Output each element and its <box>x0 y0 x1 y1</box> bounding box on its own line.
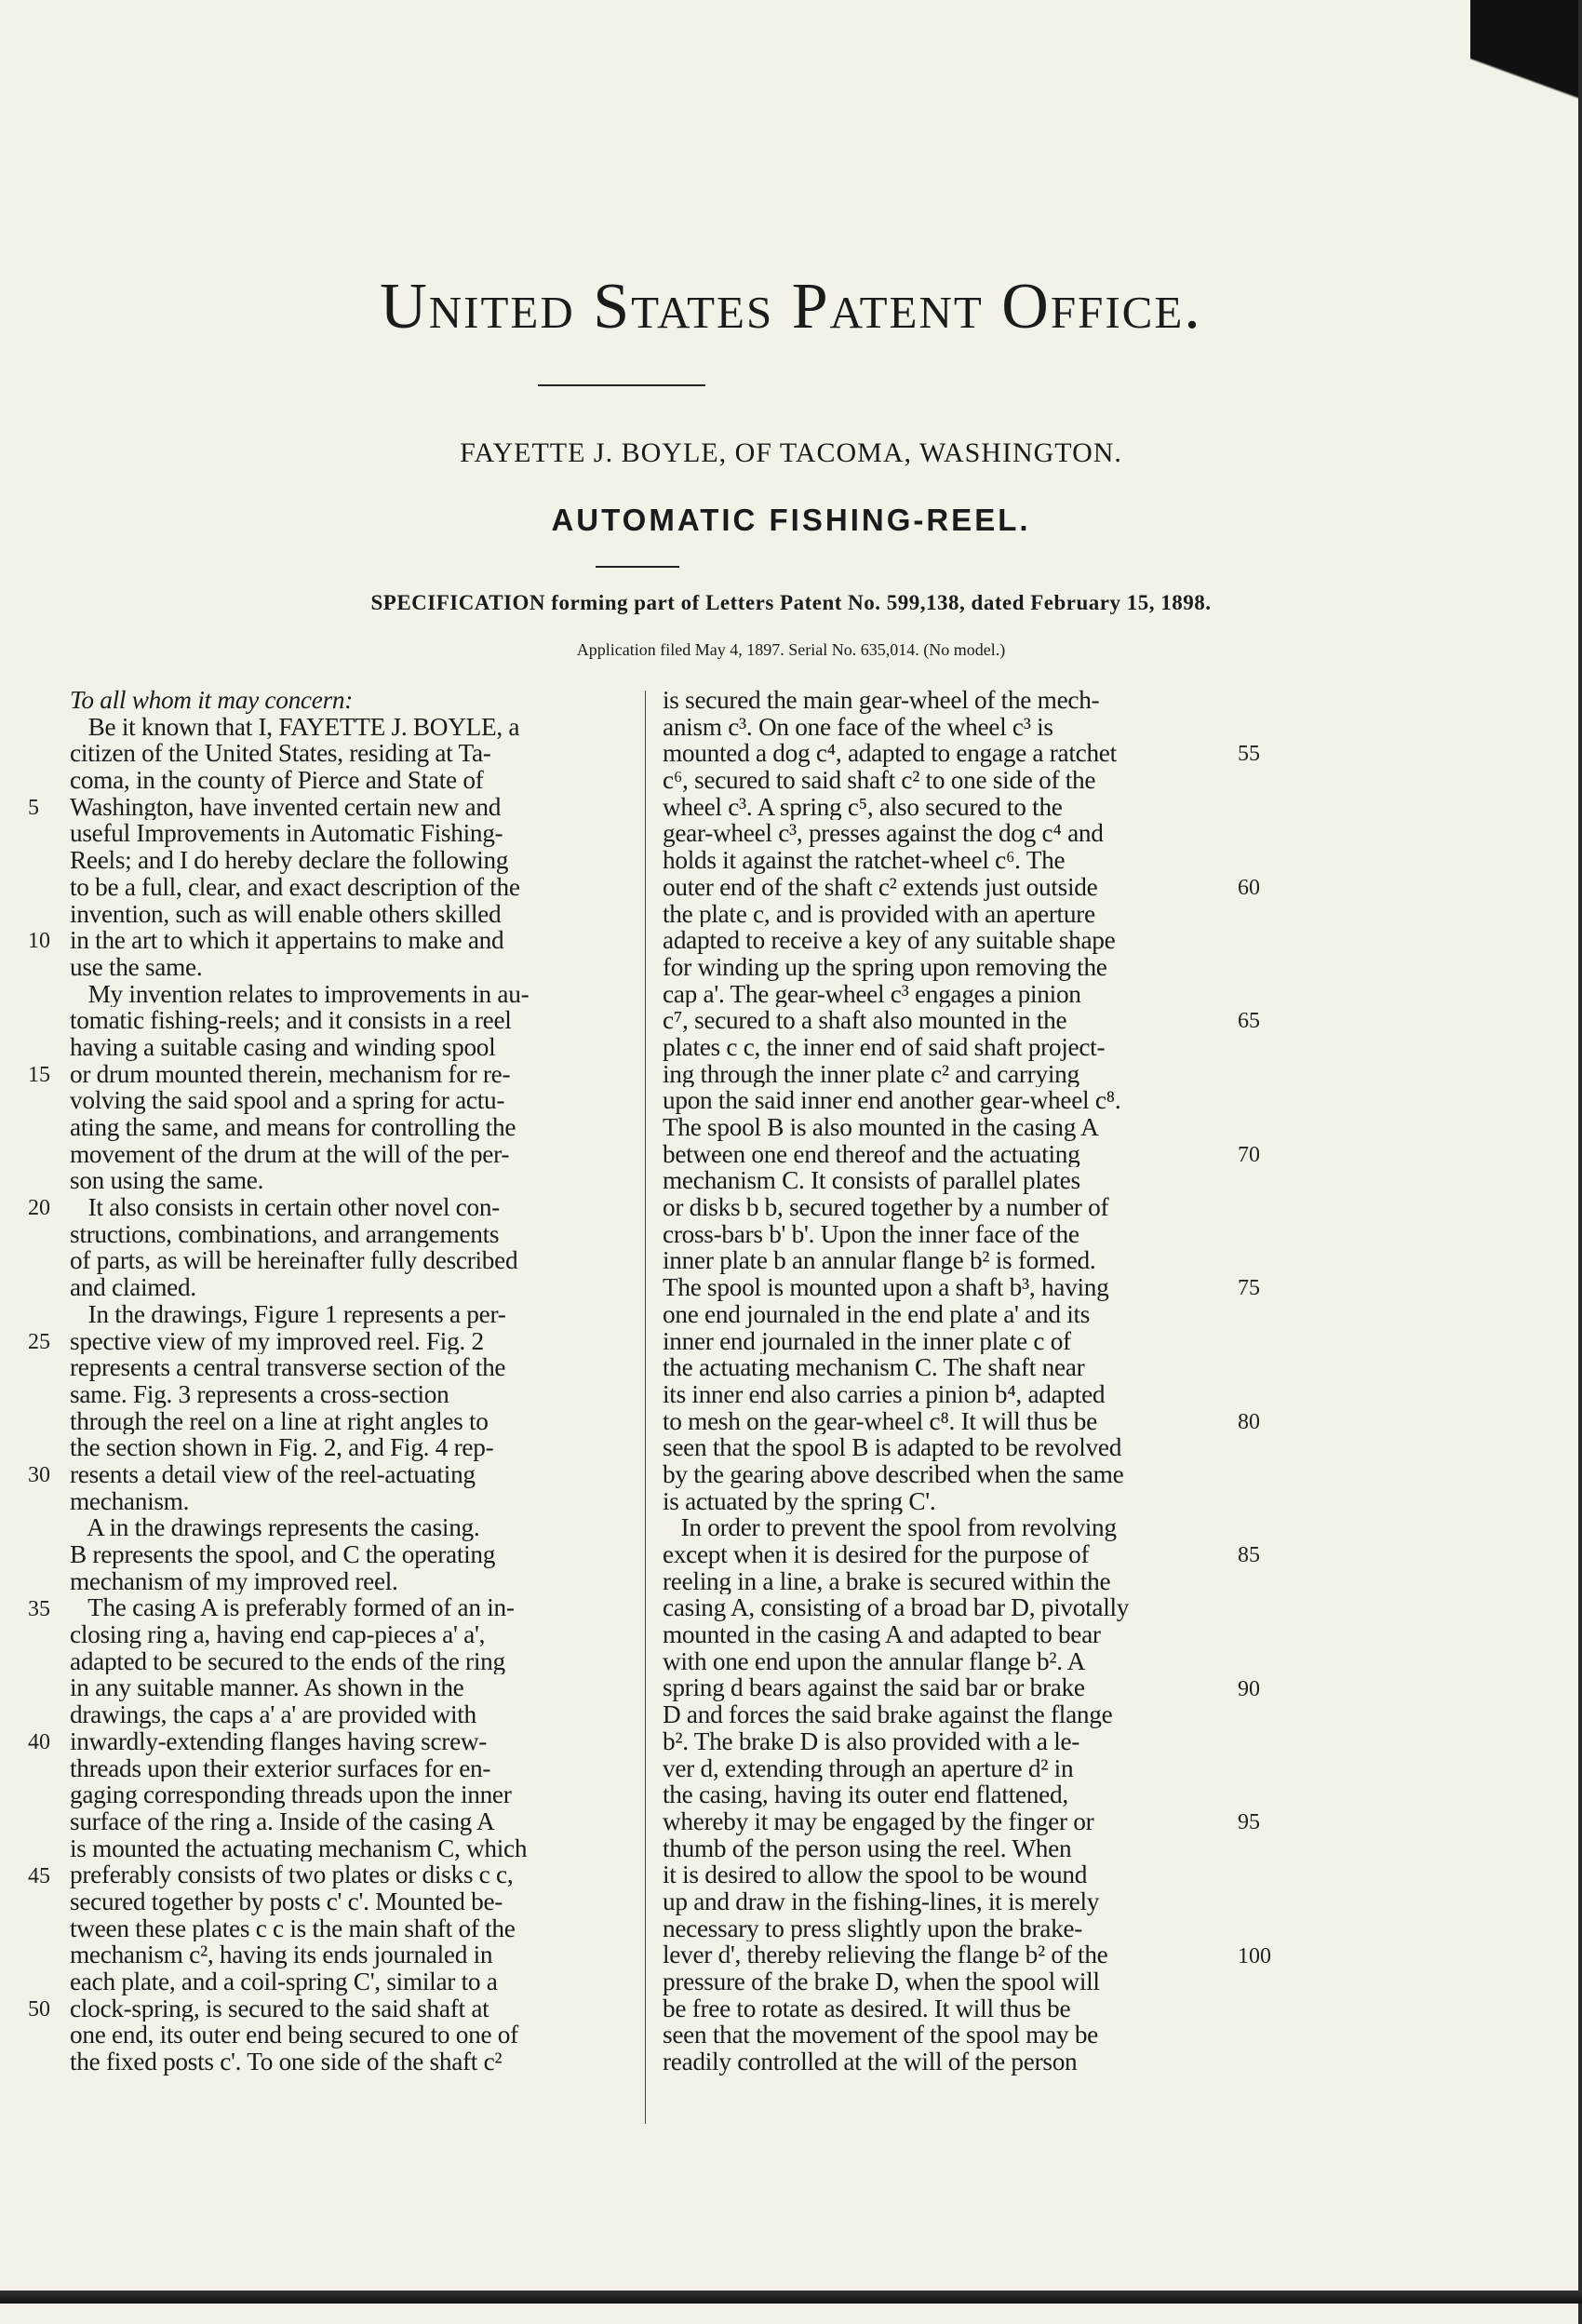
text-line: invention, such as will enable others skilled <box>70 900 502 928</box>
line-number: 100 <box>1238 1943 1271 1968</box>
text-line: plates c c, the inner end of said shaft project- <box>663 1033 1106 1061</box>
text-line: Reels; and I do hereby declare the following <box>70 847 509 874</box>
specification-line: SPECIFICATION forming part of Letters Patent No. 599,138, dated February 15, 1898. <box>370 591 1212 614</box>
text-line: in the art to which it appertains to make and <box>70 927 504 954</box>
text-line: structions, combinations, and arrangements <box>70 1220 500 1248</box>
text-line: for winding up the spring upon removing the <box>663 953 1107 981</box>
line-number: 35 <box>28 1596 50 1621</box>
text-line: the plate c, and is provided with an aperture <box>663 900 1095 928</box>
line-number: 15 <box>28 1062 50 1087</box>
text-line: c⁷, secured to a shaft also mounted in the <box>663 1007 1067 1034</box>
scan-bottom-edge <box>0 2290 1582 2304</box>
text-line: threads upon their exterior surfaces for en- <box>70 1754 491 1782</box>
inventor-line: FAYETTE J. BOYLE, OF TACOMA, WASHINGTON. <box>460 437 1122 468</box>
text-line: of parts, as will be hereinafter fully described <box>70 1247 518 1275</box>
office-heading: United States Patent Office. <box>380 271 1202 343</box>
text-line: thumb of the person using the reel. When <box>663 1834 1072 1862</box>
text-line: holds it against the ratchet-wheel c⁶. The <box>663 847 1066 874</box>
text-line: in any suitable manner. As shown in the <box>70 1674 464 1702</box>
line-number: 60 <box>1238 875 1260 900</box>
text-line: reeling in a line, a brake is secured within the <box>663 1567 1111 1595</box>
line-number: 10 <box>28 929 50 954</box>
text-line: useful Improvements in Automatic Fishing- <box>70 820 503 848</box>
rule-under-title <box>596 566 679 568</box>
right-text-column <box>663 687 1240 2075</box>
text-line: is mounted the actuating mechanism C, which <box>70 1834 528 1862</box>
text-line: In the drawings, Figure 1 represents a per- <box>70 1300 506 1328</box>
text-line: resents a detail view of the reel-actuating <box>70 1460 476 1488</box>
text-line: by the gearing above described when the same <box>663 1460 1124 1488</box>
text-line: spective view of my improved reel. Fig. 2 <box>70 1327 484 1355</box>
text-line: gaging corresponding threads upon the inner <box>70 1781 512 1808</box>
text-line: cross-bars b' b'. Upon the inner face of the <box>663 1220 1079 1248</box>
line-number: 80 <box>1238 1409 1260 1434</box>
text-line: wheel c³. A spring c⁵, also secured to the <box>663 793 1063 821</box>
text-line: adapted to be secured to the ends of the ring <box>70 1647 505 1675</box>
line-number: 75 <box>1238 1276 1260 1301</box>
rule-under-office <box>538 384 705 386</box>
text-line: between one end thereof and the actuating <box>663 1140 1080 1168</box>
text-line: gear-wheel c³, presses against the dog c⁴ and <box>663 820 1104 848</box>
line-number: 95 <box>1238 1810 1260 1835</box>
text-line: citizen of the United States, residing at Ta- <box>70 740 491 768</box>
text-line: The spool is mounted upon a shaft b³, having <box>663 1274 1109 1301</box>
text-line: Be it known that I, FAYETTE J. BOYLE, a <box>70 713 520 741</box>
text-line: inner end journaled in the inner plate c of <box>663 1327 1071 1355</box>
text-line: A in the drawings represents the casing. <box>70 1514 480 1541</box>
text-line: ing through the inner plate c² and carrying <box>663 1060 1079 1088</box>
text-line: the fixed posts c'. To one side of the shaft c² <box>70 2049 503 2075</box>
text-line: represents a central transverse section of the <box>70 1354 506 1381</box>
text-line: except when it is desired for the purpose of <box>663 1541 1090 1568</box>
line-number: 5 <box>28 795 39 820</box>
text-line: ating the same, and means for controlling the <box>70 1114 516 1141</box>
text-line: each plate, and a coil-spring C', similar to a <box>70 1968 498 1995</box>
text-line: adapted to receive a key of any suitable shape <box>663 927 1116 954</box>
text-line: it is desired to allow the spool to be wound <box>663 1861 1088 1888</box>
text-line: The spool B is also mounted in the casing A <box>663 1114 1099 1141</box>
text-line: surface of the ring a. Inside of the casing A <box>70 1807 495 1835</box>
text-line: or drum mounted therein, mechanism for re- <box>70 1060 511 1088</box>
text-line: In order to prevent the spool from revolving <box>663 1514 1117 1541</box>
line-number: 40 <box>28 1730 50 1755</box>
text-line: movement of the drum at the will of the per- <box>70 1140 510 1168</box>
text-line: pressure of the brake D, when the spool will <box>663 1968 1100 1995</box>
text-line: upon the said inner end another gear-wheel c⁸. <box>663 1087 1121 1114</box>
text-line: use the same. <box>70 953 203 981</box>
text-line: outer end of the shaft c² extends just outside <box>663 873 1098 901</box>
line-number: 55 <box>1238 742 1260 767</box>
text-line: My invention relates to improvements in au- <box>70 980 530 1008</box>
text-line: Washington, have invented certain new and <box>70 793 502 821</box>
left-text-column <box>70 687 647 2075</box>
text-line: and claimed. <box>70 1274 196 1301</box>
text-line: b². The brake D is also provided with a le- <box>663 1727 1080 1755</box>
text-line: clock-spring, is secured to the said shaft at <box>70 1995 489 2022</box>
text-line: It also consists in certain other novel con- <box>70 1194 500 1221</box>
text-line: tween these plates c c is the main shaft of the <box>70 1914 516 1942</box>
text-line: to be a full, clear, and exact description of the <box>70 873 520 901</box>
text-line: mechanism. <box>70 1487 190 1515</box>
text-line: mounted a dog c⁴, adapted to engage a ratchet <box>663 740 1117 768</box>
text-line: one end journaled in the end plate a' and its <box>663 1300 1091 1328</box>
text-line: mechanism C. It consists of parallel plates <box>663 1167 1080 1195</box>
text-line: B represents the spool, and C the operating <box>70 1541 496 1568</box>
text-line: same. Fig. 3 represents a cross-section <box>70 1380 449 1408</box>
text-line: D and forces the said brake against the flange <box>663 1701 1113 1728</box>
text-line: drawings, the caps a' a' are provided with <box>70 1701 476 1728</box>
line-number: 45 <box>28 1863 50 1888</box>
line-number: 50 <box>28 1997 50 2022</box>
text-line: seen that the movement of the spool may be <box>663 2022 1099 2049</box>
text-line: closing ring a, having end cap-pieces a' a', <box>70 1621 486 1648</box>
application-line: Application filed May 4, 1897. Serial No. 635,014. (No model.) <box>576 640 1006 659</box>
text-line: the casing, having its outer end flattened, <box>663 1781 1068 1808</box>
text-line: readily controlled at the will of the person <box>663 2049 1078 2075</box>
text-line: volving the said spool and a spring for actu- <box>70 1087 505 1114</box>
text-line: mechanism c², having its ends journaled in <box>70 1941 493 1968</box>
text-line: lever d', thereby relieving the flange b² of the <box>663 1941 1108 1968</box>
text-line: mechanism of my improved reel. <box>70 1567 398 1595</box>
text-line: having a suitable casing and winding spool <box>70 1033 496 1061</box>
text-line: is actuated by the spring C'. <box>663 1487 936 1515</box>
text-line: the section shown in Fig. 2, and Fig. 4 rep- <box>70 1434 494 1461</box>
text-line: seen that the spool B is adapted to be revolved <box>663 1434 1122 1461</box>
scan-corner-shadow <box>1470 0 1582 205</box>
text-line: casing A, consisting of a broad bar D, pivotally <box>663 1594 1130 1622</box>
text-line: To all whom it may concern: <box>70 687 354 714</box>
text-line: c⁶, secured to said shaft c² to one side of the <box>663 767 1096 794</box>
column-divider <box>645 691 646 2124</box>
text-line: secured together by posts c' c'. Mounted be- <box>70 1887 503 1915</box>
text-line: be free to rotate as desired. It will thus be <box>663 1995 1071 2022</box>
text-line: through the reel on a line at right angles to <box>70 1407 489 1435</box>
text-line: mounted in the casing A and adapted to bear <box>663 1621 1101 1648</box>
line-number: 70 <box>1238 1142 1260 1167</box>
text-line: son using the same. <box>70 1167 264 1195</box>
text-line: anism c³. On one face of the wheel c³ is <box>663 713 1053 741</box>
text-line: necessary to press slightly upon the brake- <box>663 1914 1083 1942</box>
text-line: whereby it may be engaged by the finger or <box>663 1807 1094 1835</box>
text-line: with one end upon the annular flange b². A <box>663 1647 1086 1675</box>
line-number: 90 <box>1238 1676 1260 1701</box>
line-number: 30 <box>28 1463 50 1488</box>
text-line: spring d bears against the said bar or brake <box>663 1674 1085 1702</box>
text-line: ver d, extending through an aperture d² in <box>663 1754 1074 1782</box>
text-line: or disks b b, secured together by a number of <box>663 1194 1109 1221</box>
line-number: 65 <box>1238 1009 1260 1034</box>
text-line: up and draw in the fishing-lines, it is merely <box>663 1887 1100 1915</box>
text-line: inner plate b an annular flange b² is formed. <box>663 1247 1096 1275</box>
text-line: its inner end also carries a pinion b⁴, adapted <box>663 1380 1106 1408</box>
text-line: to mesh on the gear-wheel c⁸. It will thus be <box>663 1407 1097 1435</box>
text-line: inwardly-extending flanges having screw- <box>70 1727 488 1755</box>
text-line: coma, in the county of Pierce and State of <box>70 767 484 794</box>
line-number: 25 <box>28 1329 50 1354</box>
invention-title: AUTOMATIC FISHING-REEL. <box>551 503 1031 537</box>
scan-right-edge <box>1578 0 1582 2324</box>
text-line: cap a'. The gear-wheel c³ engages a pinion <box>663 980 1081 1008</box>
text-line: is secured the main gear-wheel of the mech- <box>663 687 1100 714</box>
text-line: one end, its outer end being secured to one of <box>70 2022 518 2049</box>
text-line: tomatic fishing-reels; and it consists in a reel <box>70 1007 512 1034</box>
text-line: the actuating mechanism C. The shaft near <box>663 1354 1085 1381</box>
line-number: 85 <box>1238 1543 1260 1568</box>
line-number: 20 <box>28 1196 50 1221</box>
text-line: The casing A is preferably formed of an in- <box>70 1594 515 1622</box>
text-line: preferably consists of two plates or disks c c, <box>70 1861 514 1888</box>
